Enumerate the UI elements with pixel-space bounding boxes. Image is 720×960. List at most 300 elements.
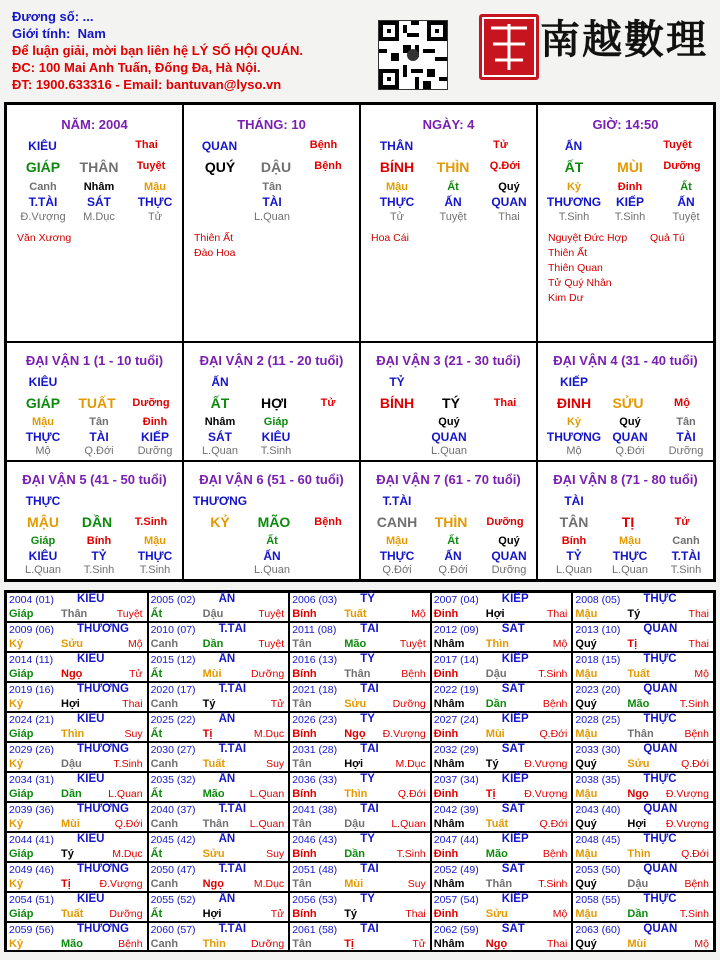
year-god: KIẾP — [501, 653, 529, 665]
year-cell — [289, 772, 431, 802]
year-god: TÀI — [360, 863, 379, 875]
year-branch: Tị — [61, 878, 71, 890]
year-god: TÀI — [360, 623, 379, 635]
year-stem: Nhâm — [433, 758, 465, 770]
year-branch: Ngọ — [627, 788, 649, 800]
pillar-top-state: Tử — [493, 139, 508, 151]
year-label: 2054 (51) — [9, 894, 54, 906]
year-state: Tử — [270, 908, 285, 920]
year-state: Suy — [266, 848, 285, 860]
pillar-top-god: KIÊU — [28, 139, 57, 153]
dai-van-hidden-stem: Mậu — [386, 535, 408, 547]
hidden-stem: Canh — [29, 181, 57, 193]
dai-van-hidden-state: L.Quan — [24, 564, 62, 576]
year-stem: Đinh — [433, 848, 459, 860]
year-god: THƯƠNG — [77, 743, 129, 755]
year-god: KIẾP — [501, 893, 529, 905]
year-stem: Giáp — [9, 788, 34, 800]
year-branch: Tị — [344, 938, 354, 950]
dai-van-1 — [6, 342, 183, 461]
year-branch: Sửu — [344, 698, 367, 710]
year-cell — [572, 682, 714, 712]
hidden-god: ẤN — [677, 195, 695, 209]
hidden-state: Tuyệt — [439, 211, 467, 223]
dai-van-state: Mộ — [674, 397, 690, 409]
year-label: 2018 (15) — [575, 654, 621, 666]
hidden-state: Tử — [147, 211, 163, 223]
hidden-god: ẤN — [444, 195, 462, 209]
year-label: 2024 (21) — [9, 714, 54, 726]
year-label: 2017 (14) — [433, 654, 479, 666]
dai-van-hidden-god: KIẾP — [140, 430, 169, 444]
year-label: 2061 (58) — [292, 924, 338, 936]
pillar-branch: THÌN — [436, 159, 470, 175]
year-cell — [431, 652, 573, 682]
year-god: TỶ — [360, 713, 375, 725]
year-stem: Bính — [292, 668, 317, 680]
hidden-state: Tử — [389, 211, 405, 223]
dai-van-god: THỰC — [25, 494, 61, 508]
year-stem: Đinh — [433, 728, 459, 740]
year-cell — [148, 922, 290, 952]
year-label: 2037 (34) — [433, 774, 479, 786]
year-branch: Tuất — [202, 758, 225, 770]
year-branch: Sửu — [627, 758, 650, 770]
contact-text: Để luận giải, mời bạn liên hệ LÝ SỐ HỘI QUÁN. — [12, 43, 303, 58]
dai-van-hidden-stem: Đinh — [142, 416, 168, 428]
year-branch: Tị — [485, 788, 496, 800]
year-cell — [572, 712, 714, 742]
year-stem: Mậu — [575, 908, 598, 920]
dai-van-hidden-stem: Bính — [86, 535, 112, 547]
year-god: THỰC — [643, 653, 677, 665]
hidden-state: M.Dục — [83, 211, 115, 223]
year-branch: Dần — [61, 788, 82, 800]
hidden-state: Đ.Vượng — [20, 211, 66, 223]
year-state: Q.Đới — [539, 728, 568, 740]
hidden-god: THỰC — [137, 195, 173, 209]
year-branch: Tuất — [627, 668, 650, 680]
year-branch: Dần — [202, 638, 224, 650]
dai-van-7 — [360, 461, 537, 580]
year-god: KIÊU — [77, 833, 105, 845]
star-label: Kim Dư — [548, 292, 584, 304]
year-cell — [572, 742, 714, 772]
year-god: ẤN — [218, 593, 236, 605]
pillar-title: THÁNG: 10 — [237, 117, 306, 132]
pillar-top-state: Tuyệt — [663, 139, 692, 151]
year-cell — [6, 892, 148, 922]
year-branch: Dậu — [202, 608, 224, 620]
year-branch: Mão — [627, 698, 650, 710]
dai-van-hidden-stem: Mậu — [619, 535, 641, 547]
year-label: 2056 (53) — [292, 894, 338, 906]
year-label: 2044 (41) — [9, 834, 54, 846]
year-branch: Thân — [485, 878, 513, 890]
dai-van-hidden-stem: Ất — [266, 535, 278, 547]
year-state: Tử — [412, 938, 426, 950]
qr-code-icon[interactable] — [378, 20, 448, 90]
year-label: 2063 (60) — [575, 924, 621, 936]
year-branch: Tý — [627, 608, 641, 620]
hidden-stem: Nhâm — [83, 181, 115, 193]
dai-van-hidden-state: L.Quan — [555, 564, 593, 576]
year-state: Mộ — [411, 608, 426, 620]
year-god: ẤN — [218, 713, 236, 725]
star-label: Văn Xương — [17, 232, 72, 244]
year-cell — [572, 622, 714, 652]
dai-van-6 — [183, 461, 360, 580]
year-label: 2057 (54) — [433, 894, 479, 906]
hidden-stem: Đinh — [617, 181, 643, 193]
dai-van-hidden-state: L.Quan — [201, 445, 239, 457]
year-label: 2016 (13) — [292, 654, 338, 666]
year-state: L.Quan — [249, 788, 285, 800]
year-cell — [431, 862, 573, 892]
dai-van-hidden-stem: Canh — [672, 535, 700, 547]
year-cell — [148, 622, 290, 652]
year-state: Bệnh — [542, 848, 568, 860]
year-cell — [431, 712, 573, 742]
year-cell — [148, 742, 290, 772]
year-stem: Quý — [575, 938, 597, 950]
year-stem: Ất — [150, 608, 163, 620]
year-stem: Ất — [150, 848, 163, 860]
year-state: Mộ — [694, 938, 709, 950]
year-branch: Mùi — [61, 818, 80, 830]
year-cell — [431, 802, 573, 832]
year-god: THỰC — [643, 593, 677, 605]
year-label: 2006 (03) — [292, 594, 338, 606]
dai-van-hidden-state: Dưỡng — [137, 445, 173, 457]
year-cell — [289, 742, 431, 772]
dai-van-hidden-state: T.Sinh — [139, 564, 171, 576]
year-label: 2049 (46) — [9, 864, 54, 876]
year-god: TỶ — [360, 893, 375, 905]
dai-van-title: ĐẠI VẬN 6 (51 - 60 tuổi) — [199, 472, 344, 487]
dai-van-hidden-god: THỰC — [25, 430, 61, 444]
year-god: T.TÀI — [218, 863, 247, 875]
year-cell — [148, 772, 290, 802]
dai-van-hidden-god: THƯƠNG — [546, 430, 602, 444]
dai-van-hidden-state: Dưỡng — [491, 564, 527, 576]
dai-van-state: T.Sinh — [134, 516, 168, 528]
year-god: THƯƠNG — [77, 623, 129, 635]
star-label: Hoa Cái — [371, 232, 409, 244]
year-state: Mộ — [552, 908, 568, 920]
year-god: THƯƠNG — [77, 803, 129, 815]
gender-value: Nam — [77, 26, 106, 41]
year-stem: Ất — [150, 728, 163, 740]
year-cell — [431, 922, 573, 952]
dai-van-branch: THÌN — [434, 514, 468, 530]
year-stem: Nhâm — [433, 638, 465, 650]
year-stem: Ất — [150, 668, 163, 680]
year-label: 2013 (10) — [575, 624, 621, 636]
year-label: 2028 (25) — [575, 714, 621, 726]
year-label: 2052 (49) — [433, 864, 479, 876]
year-label: 2035 (32) — [150, 774, 196, 786]
dai-van-god: ẤN — [211, 375, 229, 389]
year-god: TÀI — [360, 683, 379, 695]
pillar-stem: BÍNH — [379, 159, 415, 175]
year-stem: Canh — [150, 638, 179, 650]
dai-van-hidden-god: SÁT — [208, 430, 232, 444]
year-state: Thai — [688, 638, 709, 650]
year-god: T.TÀI — [218, 623, 247, 635]
gender-label: Giới tính: — [12, 26, 71, 41]
year-stem: Kỷ — [9, 878, 24, 890]
year-label: 2010 (07) — [150, 624, 196, 636]
year-stem: Nhâm — [433, 698, 465, 710]
year-label: 2012 (09) — [433, 624, 479, 636]
pillar-0 — [6, 104, 183, 342]
dai-van-god: KIẾP — [559, 375, 588, 389]
year-branch: Tý — [61, 848, 74, 860]
pillar-state: Q.Đới — [489, 160, 521, 172]
star-label: Quả Tú — [650, 232, 685, 244]
year-god: KIÊU — [77, 713, 105, 725]
year-cell — [572, 652, 714, 682]
year-god: SÁT — [501, 923, 525, 935]
pillar-1 — [183, 104, 360, 342]
dai-van-hidden-god: ẤN — [263, 549, 281, 563]
year-cell — [6, 862, 148, 892]
pillar-state: Tuyệt — [136, 160, 166, 172]
year-stem: Giáp — [9, 608, 34, 620]
hidden-stem: Tân — [262, 181, 282, 193]
year-god: QUAN — [643, 683, 678, 695]
year-branch: Thân — [627, 728, 654, 740]
year-cell — [148, 862, 290, 892]
year-stem: Đinh — [433, 668, 459, 680]
year-cell — [431, 832, 573, 862]
year-branch: Thìn — [627, 848, 651, 860]
year-cell — [289, 592, 431, 622]
dai-van-8 — [537, 461, 714, 580]
year-stem: Đinh — [433, 608, 459, 620]
year-cell — [148, 832, 290, 862]
year-state: Thai — [688, 608, 709, 620]
year-label: 2048 (45) — [575, 834, 621, 846]
year-label: 2014 (11) — [9, 654, 54, 666]
year-state: T.Sinh — [538, 878, 568, 890]
year-label: 2032 (29) — [433, 744, 479, 756]
dai-van-state: Bệnh — [314, 516, 342, 528]
year-label: 2025 (22) — [150, 714, 196, 726]
year-state: L.Quan — [391, 818, 426, 830]
year-god: ẤN — [218, 653, 236, 665]
dai-van-hidden-god: THỰC — [612, 549, 648, 563]
dai-van-hidden-god: QUAN — [491, 549, 527, 563]
dai-van-stem: TÂN — [559, 514, 589, 530]
dai-van-hidden-god: T.TÀI — [671, 549, 701, 563]
year-stem: Bính — [292, 908, 317, 920]
year-god: TÀI — [360, 923, 379, 935]
year-god: KIẾP — [501, 713, 529, 725]
year-label: 2050 (47) — [150, 864, 196, 876]
hidden-god: KIẾP — [615, 195, 644, 209]
year-god: QUAN — [643, 803, 678, 815]
year-stem: Bính — [292, 788, 317, 800]
pillar-branch: DẬU — [260, 159, 292, 175]
year-cell — [148, 682, 290, 712]
hidden-stem: Ất — [680, 181, 692, 193]
year-cell — [148, 592, 290, 622]
dai-van-god: T.TÀI — [382, 494, 412, 508]
year-stem: Bính — [292, 848, 317, 860]
dai-van-state: Dưỡng — [132, 397, 170, 409]
hidden-god: THỰC — [379, 195, 415, 209]
year-label: 2022 (19) — [433, 684, 479, 696]
year-branch: Tuất — [61, 908, 84, 920]
dai-van-state: Thai — [493, 397, 517, 409]
year-label: 2030 (27) — [150, 744, 196, 756]
year-state: M.Dục — [253, 728, 285, 740]
hidden-state: Tuyệt — [672, 211, 700, 223]
year-cell — [6, 682, 148, 712]
year-branch: Dậu — [344, 818, 365, 830]
year-label: 2009 (06) — [9, 624, 54, 636]
year-stem: Giáp — [9, 728, 34, 740]
year-stem: Tân — [292, 638, 312, 650]
hidden-state: Thai — [498, 211, 520, 223]
year-god: THƯƠNG — [77, 683, 129, 695]
year-cell — [572, 832, 714, 862]
year-god: THỰC — [643, 833, 677, 845]
dai-van-hidden-state: Q.Đới — [84, 445, 114, 457]
year-branch: Ngọ — [485, 938, 508, 950]
pillar-top-god: ẤN — [564, 139, 583, 153]
year-branch: Hợi — [485, 608, 505, 620]
year-cell — [572, 802, 714, 832]
dai-van-stem: BÍNH — [379, 395, 415, 411]
year-state: Dưỡng — [251, 938, 285, 950]
year-state: L.Quan — [249, 818, 285, 830]
year-state: Dưỡng — [392, 698, 426, 710]
year-god: KIÊU — [77, 593, 105, 605]
year-state: T.Sinh — [679, 698, 709, 710]
year-branch: Thìn — [485, 638, 510, 650]
dai-van-hidden-god: TỶ — [566, 549, 582, 563]
year-stem: Quý — [575, 878, 597, 890]
year-stem: Quý — [575, 758, 597, 770]
year-state: Q.Đới — [114, 818, 143, 830]
year-stem: Giáp — [9, 668, 34, 680]
pillar-2 — [360, 104, 537, 342]
year-branch: Tị — [202, 728, 213, 740]
year-label: 2004 (01) — [9, 594, 54, 606]
dai-van-hidden-stem: Ất — [447, 535, 459, 547]
dai-van-hidden-state: Mộ — [35, 445, 51, 457]
year-cell — [572, 592, 714, 622]
year-stem: Kỷ — [9, 818, 24, 830]
dai-van-hidden-stem: Nhâm — [204, 416, 236, 428]
pillar-state: Dưỡng — [663, 160, 701, 172]
year-cell — [289, 922, 431, 952]
year-branch: Thìn — [61, 728, 85, 740]
dai-van-god: TÀI — [564, 494, 584, 508]
year-god: KIẾP — [501, 833, 529, 845]
year-label: 2034 (31) — [9, 774, 54, 786]
year-god: T.TÀI — [218, 683, 247, 695]
dai-van-state: Dưỡng — [486, 516, 524, 528]
pillar-stem: GIÁP — [25, 159, 61, 175]
year-label: 2042 (39) — [433, 804, 479, 816]
year-label: 2038 (35) — [575, 774, 621, 786]
year-state: T.Sinh — [396, 848, 426, 860]
dai-van-hidden-god: ẤN — [444, 549, 462, 563]
dai-van-title: ĐẠI VẬN 1 (1 - 10 tuổi) — [25, 353, 164, 368]
year-state: L.Quan — [108, 788, 143, 800]
year-state: Q.Đới — [397, 788, 426, 800]
dai-van-hidden-stem: Quý — [498, 535, 520, 547]
year-god: SÁT — [501, 863, 525, 875]
year-stem: Mậu — [575, 788, 598, 800]
year-cell — [431, 742, 573, 772]
year-state: Mộ — [694, 668, 709, 680]
year-label: 2011 (08) — [292, 624, 337, 636]
pillar-top-god: THÂN — [379, 139, 414, 153]
year-god: TỶ — [360, 773, 375, 785]
year-stem: Nhâm — [433, 878, 465, 890]
year-stem: Ất — [150, 908, 163, 920]
hidden-stem: Mậu — [386, 181, 408, 193]
so-value: ... — [82, 9, 94, 24]
year-branch: Thân — [202, 818, 229, 830]
year-god: TÀI — [360, 743, 379, 755]
pillar-top-state: Bệnh — [309, 139, 338, 151]
year-stem: Canh — [150, 938, 179, 950]
star-label: Nguyệt Đức Hợp — [548, 232, 628, 244]
year-cell — [572, 892, 714, 922]
dai-van-branch: HỢI — [261, 395, 287, 411]
dai-van-hidden-stem: Tân — [676, 416, 696, 428]
star-label: Tử Quý Nhân — [548, 277, 612, 289]
hidden-god: T.TÀI — [28, 195, 58, 209]
year-branch: Mão — [61, 938, 83, 950]
year-label: 2021 (18) — [292, 684, 338, 696]
annual-grid — [4, 590, 716, 952]
year-state: Suy — [124, 728, 143, 740]
year-state: Bệnh — [684, 878, 709, 890]
dai-van-hidden-god: THỰC — [137, 549, 173, 563]
dai-van-title: ĐẠI VẬN 2 (11 - 20 tuổi) — [199, 353, 344, 368]
year-stem: Nhâm — [433, 938, 465, 950]
year-state: Suy — [407, 878, 426, 890]
hidden-stem: Quý — [498, 181, 520, 193]
hidden-state: T.Sinh — [614, 211, 646, 223]
year-branch: Dần — [485, 698, 507, 710]
pillar-title: GIỜ: 14:50 — [592, 117, 659, 132]
year-branch: Tuất — [485, 818, 509, 830]
year-label: 2027 (24) — [433, 714, 479, 726]
year-state: T.Sinh — [538, 668, 568, 680]
pillar-title: NĂM: 2004 — [61, 117, 128, 132]
dai-van-hidden-god: TỶ — [91, 549, 107, 563]
year-branch: Mùi — [627, 938, 647, 950]
year-stem: Mậu — [575, 608, 598, 620]
pillar-stem: QUÝ — [204, 159, 236, 175]
hidden-god: SÁT — [87, 195, 111, 209]
year-cell — [289, 832, 431, 862]
dai-van-title: ĐẠI VẬN 7 (61 - 70 tuổi) — [376, 472, 521, 487]
year-cell — [431, 892, 573, 922]
year-god: THỰC — [643, 893, 677, 905]
year-state: M.Dục — [112, 848, 143, 860]
year-branch: Hợi — [61, 698, 80, 710]
dai-van-branch: DẦN — [81, 514, 113, 530]
